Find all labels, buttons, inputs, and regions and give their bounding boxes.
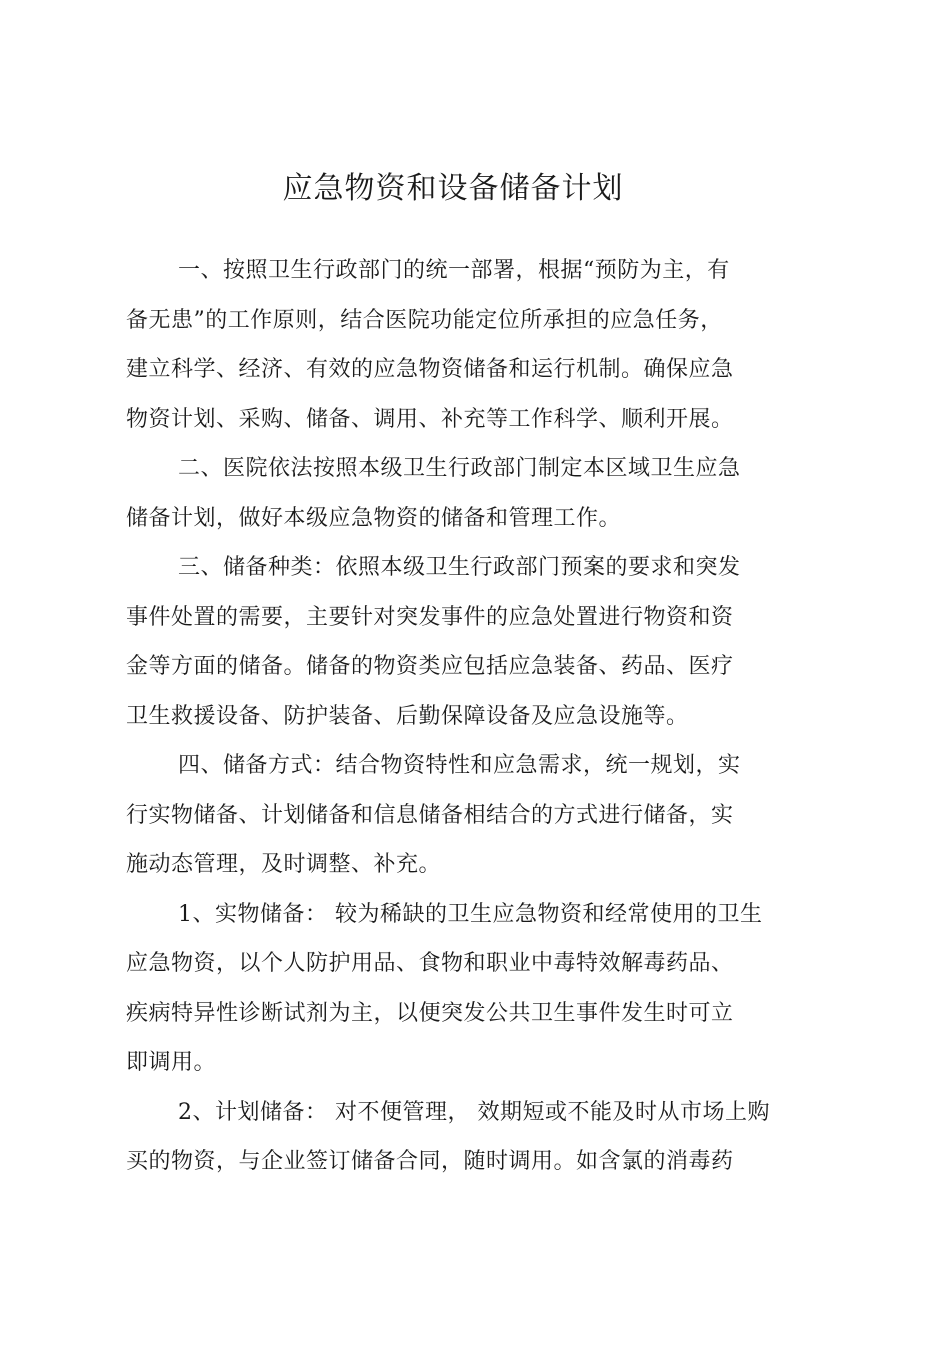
text-line: 卫生救援设备、防护装备、后勤保障设备及应急设施等。 xyxy=(126,703,689,729)
text-line: 建立科学、经济、有效的应急物资储备和运行机制。确保应急 xyxy=(126,357,734,382)
text-line: 三、储备种类：依照本级卫生行政部门预案的要求和突发 xyxy=(178,555,741,580)
document-title: 应急物资和设备储备计划 xyxy=(282,171,624,206)
text-line: 一、按照卫生行政部门的统一部署，根据“预防为主，有 xyxy=(178,258,730,283)
text-line: 应急物资，以个人防护用品、食物和职业中毒特效解毒药品、 xyxy=(126,951,734,976)
text-line: 行实物储备、计划储备和信息储备相结合的方式进行储备，实 xyxy=(126,802,734,828)
text-line: 疾病特异性诊断试剂为主，以便突发公共卫生事件发生时可立 xyxy=(126,1000,734,1026)
document-body xyxy=(126,246,786,1187)
text-line: 储备计划，做好本级应急物资的储备和管理工作。 xyxy=(126,505,622,531)
text-line: 事件处置的需要，主要针对突发事件的应急处置进行物资和资 xyxy=(126,604,734,630)
text-line: 1、实物储备： 较为稀缺的卫生应急物资和经常使用的卫生 xyxy=(178,901,763,927)
text-line: 金等方面的储备。储备的物资类应包括应急装备、药品、医疗 xyxy=(126,654,734,679)
text-line: 备无患”的工作原则，结合医院功能定位所承担的应急任务， xyxy=(126,307,723,333)
text-line: 施动态管理，及时调整、补充。 xyxy=(126,852,442,877)
text-line: 二、医院依法按照本级卫生行政部门制定本区域卫生应急 xyxy=(178,456,741,481)
text-line: 四、储备方式：结合物资特性和应急需求，统一规划，实 xyxy=(178,753,741,778)
text-line: 买的物资，与企业签订储备合同，随时调用。如含氯的消毒药 xyxy=(126,1149,734,1174)
text-line: 物资计划、采购、储备、调用、补充等工作科学、顺利开展。 xyxy=(126,406,734,432)
text-line: 2、计划储备： 对不便管理， 效期短或不能及时从市场上购 xyxy=(178,1099,770,1125)
text-line: 即调用。 xyxy=(126,1050,217,1075)
